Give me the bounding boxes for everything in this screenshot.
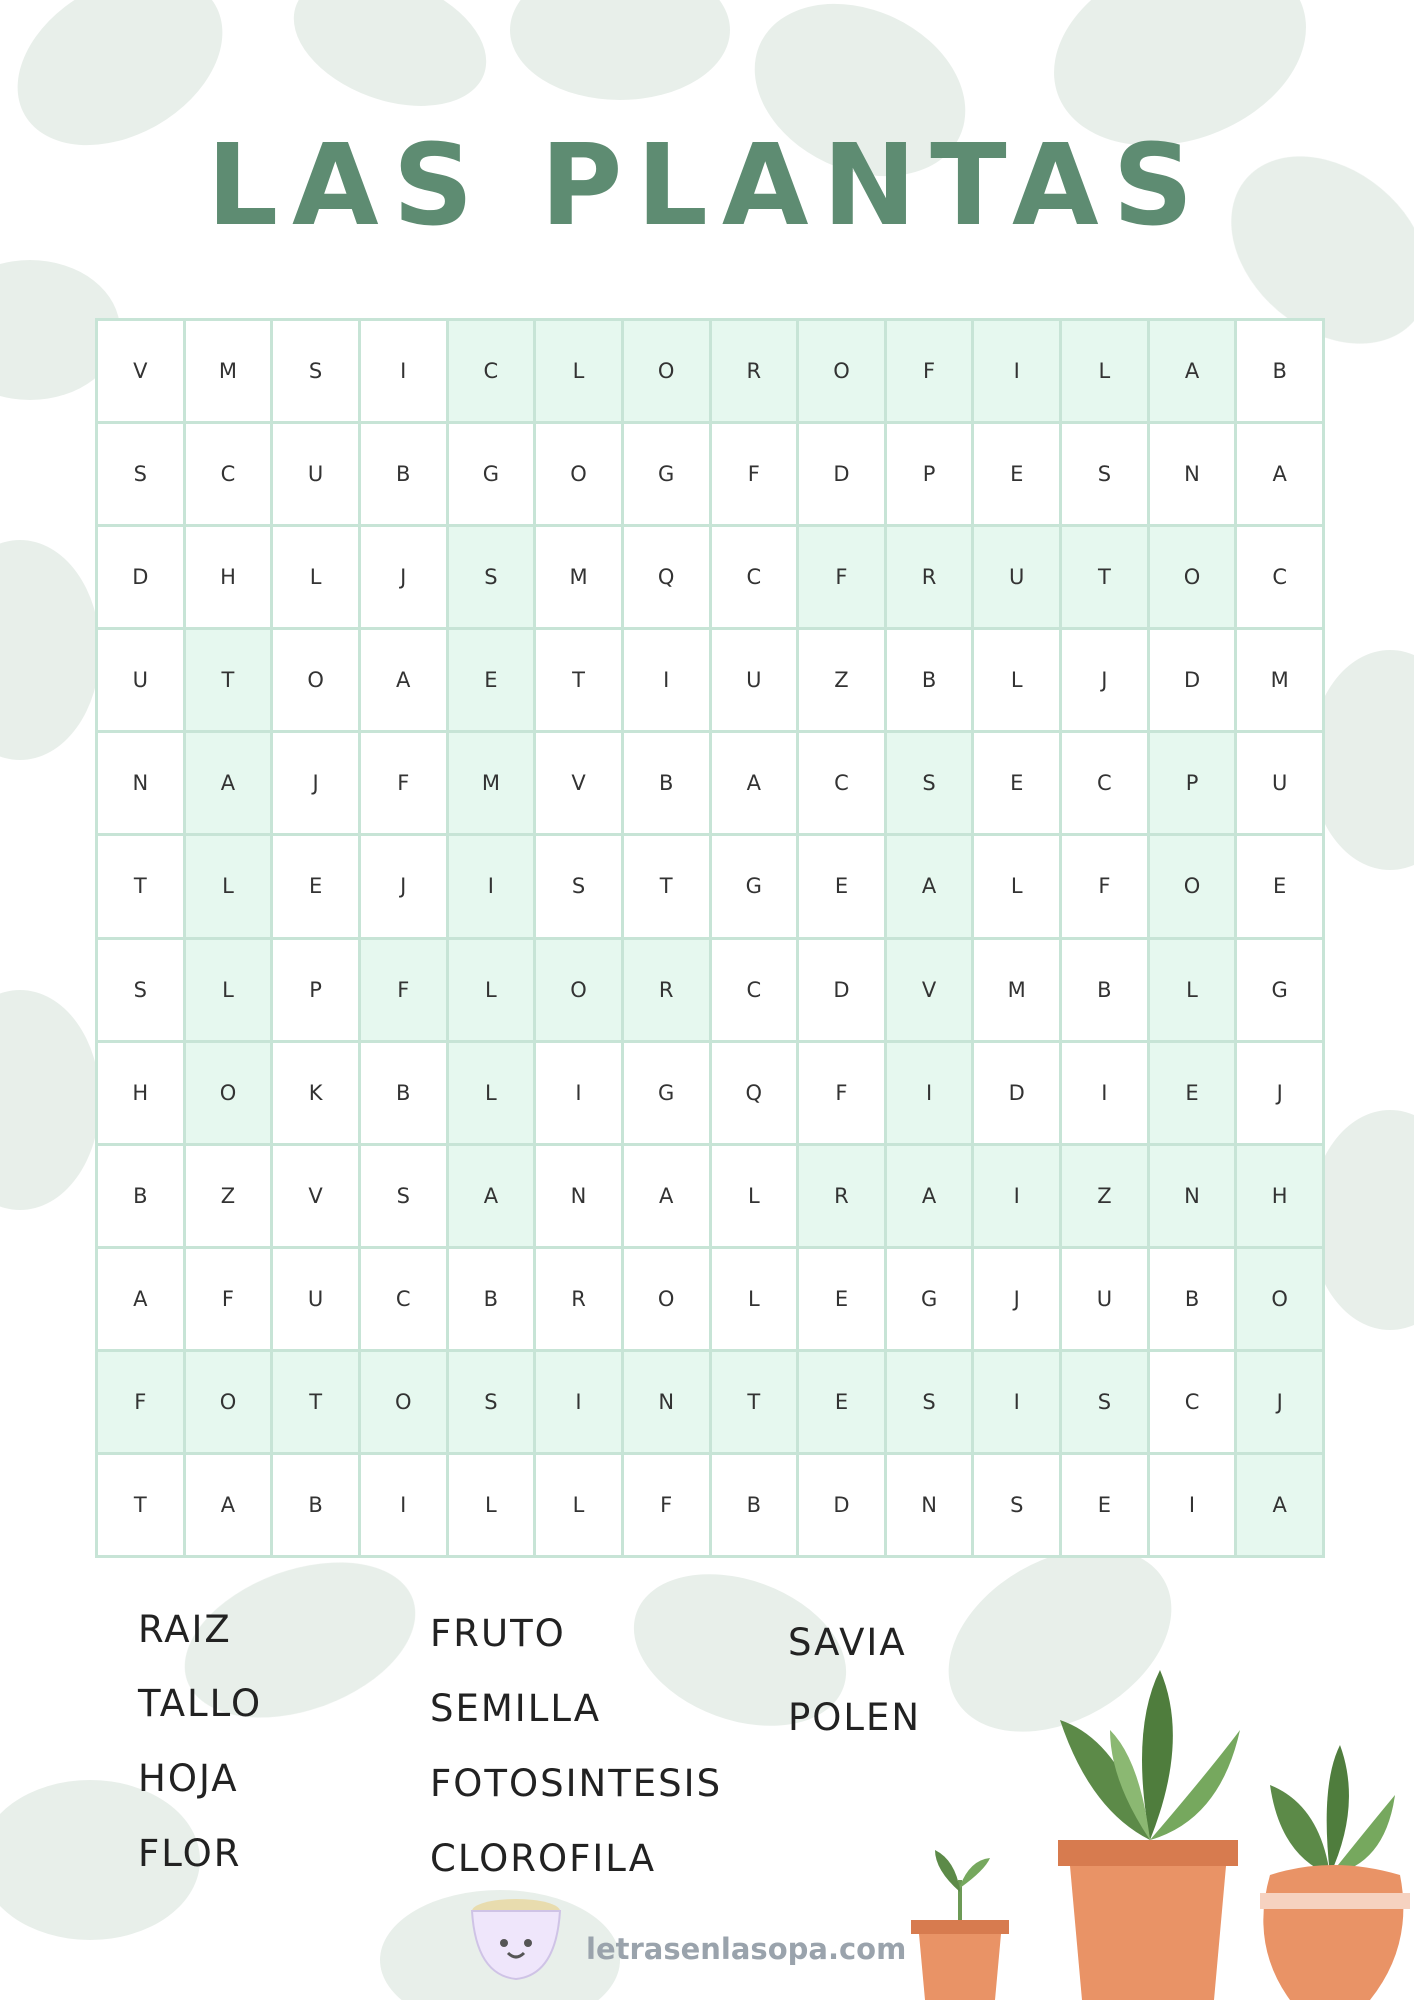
grid-cell[interactable]: Z [799,630,884,730]
grid-cell[interactable]: Z [1062,1146,1147,1246]
grid-cell[interactable]: S [974,1455,1059,1555]
word-search-grid [95,318,1325,1558]
grid-cell[interactable]: H [98,1043,183,1143]
grid-cell[interactable]: T [273,1352,358,1452]
grid-cell[interactable]: B [1150,1249,1235,1349]
grid-cell[interactable]: G [887,1249,972,1349]
grid-cell[interactable]: U [1237,733,1322,833]
grid-cell[interactable]: P [1150,733,1235,833]
page-title: LAS PLANTAS [206,121,1208,251]
seedling-pot [905,1840,1015,2000]
grid-cell[interactable]: I [974,1352,1059,1452]
grid-cell[interactable]: A [1237,424,1322,524]
grid-cell[interactable]: C [712,527,797,627]
grid-cell[interactable]: L [449,1455,534,1555]
grid-cell[interactable]: R [536,1249,621,1349]
grid-cell[interactable]: C [449,321,534,421]
grid-cell[interactable]: B [1237,321,1322,421]
grid-cell[interactable]: R [712,321,797,421]
word-item: TALLO [138,1682,263,1725]
grid-cell[interactable]: M [974,940,1059,1040]
grid-cell[interactable]: I [449,836,534,936]
grid-cell[interactable]: T [1062,527,1147,627]
grid-cell[interactable]: U [974,527,1059,627]
grid-cell[interactable]: P [273,940,358,1040]
grid-cell[interactable]: M [1237,630,1322,730]
grid-cell[interactable]: L [712,1146,797,1246]
grid-cell[interactable]: L [449,940,534,1040]
grid-cell[interactable]: A [887,1146,972,1246]
grid-cell[interactable]: J [273,733,358,833]
potted-plant-large [1050,1670,1250,2000]
grid-cell[interactable]: B [361,1043,446,1143]
grid-cell[interactable]: G [624,1043,709,1143]
grid-cell[interactable]: E [974,733,1059,833]
grid-cell[interactable]: I [624,630,709,730]
word-item: SEMILLA [430,1687,602,1730]
grid-cell[interactable]: L [974,836,1059,936]
grid-cell[interactable]: B [273,1455,358,1555]
mascot-bowl-icon [466,1895,566,1983]
grid-cell[interactable]: D [799,424,884,524]
brand-link[interactable]: letrasenlasopa.com [586,1932,907,1966]
grid-cell[interactable]: G [624,424,709,524]
grid-cell[interactable]: B [712,1455,797,1555]
grid-cell[interactable]: F [1062,836,1147,936]
grid-cell[interactable]: C [186,424,271,524]
grid-cell[interactable]: Q [712,1043,797,1143]
grid-cell[interactable]: L [1062,321,1147,421]
grid-cell[interactable]: T [536,630,621,730]
grid-cell[interactable]: L [536,321,621,421]
grid-cell[interactable]: V [273,1146,358,1246]
grid-cell[interactable]: E [1062,1455,1147,1555]
grid-cell[interactable]: O [1237,1249,1322,1349]
grid-cell[interactable]: B [624,733,709,833]
grid-cell[interactable]: N [1150,424,1235,524]
grid-cell[interactable]: G [449,424,534,524]
grid-cell[interactable]: L [536,1455,621,1555]
grid-cell[interactable]: S [887,1352,972,1452]
grid-cell[interactable]: T [624,836,709,936]
grid-cell[interactable]: E [974,424,1059,524]
grid-cell[interactable]: V [536,733,621,833]
grid-cell[interactable]: I [887,1043,972,1143]
grid-cell[interactable]: G [1237,940,1322,1040]
grid-cell[interactable]: N [98,733,183,833]
grid-cell[interactable]: H [1237,1146,1322,1246]
grid-cell[interactable]: O [624,1249,709,1349]
grid-cell[interactable]: F [799,1043,884,1143]
grid-cell[interactable]: Z [186,1146,271,1246]
grid-cell[interactable]: N [1150,1146,1235,1246]
grid-cell[interactable]: L [974,630,1059,730]
grid-cell[interactable]: N [887,1455,972,1555]
grid-cell[interactable]: A [712,733,797,833]
grid-cell[interactable]: T [98,1455,183,1555]
grid-cell[interactable]: C [1150,1352,1235,1452]
grid-cell[interactable]: B [1062,940,1147,1040]
potted-plant-small [1250,1745,1414,2000]
grid-cell[interactable]: M [186,321,271,421]
grid-cell[interactable]: L [273,527,358,627]
grid-cell[interactable]: J [974,1249,1059,1349]
grid-cell[interactable]: F [98,1352,183,1452]
word-item: HOJA [138,1757,239,1800]
grid-cell[interactable]: S [361,1146,446,1246]
grid-cell[interactable]: J [1237,1352,1322,1452]
grid-cell[interactable]: A [449,1146,534,1246]
grid-cell[interactable]: Q [624,527,709,627]
grid-cell[interactable]: T [712,1352,797,1452]
grid-cell[interactable]: I [1062,1043,1147,1143]
grid-cell[interactable]: F [712,424,797,524]
grid-cell[interactable]: U [1062,1249,1147,1349]
grid-cell[interactable]: N [624,1352,709,1452]
word-item: POLEN [788,1696,922,1739]
grid-cell[interactable]: E [1150,1043,1235,1143]
grid-cell[interactable]: S [1062,1352,1147,1452]
grid-cell[interactable]: O [536,424,621,524]
grid-cell[interactable]: F [186,1249,271,1349]
grid-cell[interactable]: M [449,733,534,833]
grid-cell[interactable]: F [887,321,972,421]
grid-cell[interactable]: J [361,527,446,627]
grid-cell[interactable]: S [273,321,358,421]
grid-cell[interactable]: J [361,836,446,936]
word-item: FLOR [138,1832,242,1875]
grid-cell[interactable]: C [799,733,884,833]
grid-cell[interactable]: R [624,940,709,1040]
grid-cell[interactable]: N [536,1146,621,1246]
grid-cell[interactable]: D [974,1043,1059,1143]
grid-cell[interactable]: A [887,836,972,936]
grid-cell[interactable]: O [186,1352,271,1452]
grid-cell[interactable]: E [449,630,534,730]
grid-cell[interactable]: O [1150,836,1235,936]
grid-cell[interactable]: A [98,1249,183,1349]
word-item: FOTOSINTESIS [430,1762,723,1805]
grid-cell[interactable]: F [361,940,446,1040]
grid-cell[interactable]: O [273,630,358,730]
grid-cell[interactable]: I [536,1352,621,1452]
grid-cell[interactable]: O [186,1043,271,1143]
grid-cell[interactable]: C [1062,733,1147,833]
grid-cell[interactable]: R [887,527,972,627]
word-item: RAIZ [138,1608,232,1651]
grid-cell[interactable]: O [624,321,709,421]
grid-cell[interactable]: S [536,836,621,936]
grid-cell[interactable]: I [536,1043,621,1143]
word-item: FRUTO [430,1612,566,1655]
grid-cell[interactable]: D [799,1455,884,1555]
grid-cell[interactable]: B [887,630,972,730]
grid-cell[interactable]: U [273,424,358,524]
grid-cell[interactable]: K [273,1043,358,1143]
grid-cell[interactable]: G [712,836,797,936]
grid-cell[interactable]: A [186,1455,271,1555]
grid-cell[interactable]: O [1150,527,1235,627]
grid-cell[interactable]: L [186,836,271,936]
word-item: SAVIA [788,1621,907,1664]
grid-cell[interactable]: E [273,836,358,936]
grid-cell[interactable]: V [887,940,972,1040]
grid-cell[interactable]: I [361,1455,446,1555]
grid-cell[interactable]: O [536,940,621,1040]
grid-cell[interactable]: C [712,940,797,1040]
word-item: CLOROFILA [430,1837,657,1880]
grid-cell[interactable]: A [186,733,271,833]
grid-cell[interactable]: B [449,1249,534,1349]
grid-cell[interactable]: S [98,940,183,1040]
grid-cell[interactable]: L [186,940,271,1040]
grid-cell[interactable]: F [799,527,884,627]
grid-cell[interactable]: U [712,630,797,730]
grid-cell[interactable]: H [186,527,271,627]
grid-cell[interactable]: A [1237,1455,1322,1555]
grid-cell[interactable]: T [98,836,183,936]
grid-cell[interactable]: U [273,1249,358,1349]
grid-cell[interactable]: S [449,1352,534,1452]
grid-cell[interactable]: U [98,630,183,730]
grid-cell[interactable]: F [624,1455,709,1555]
grid-cell[interactable]: S [98,424,183,524]
grid-cell[interactable]: D [1150,630,1235,730]
grid-cell[interactable]: S [1062,424,1147,524]
grid-cell[interactable]: F [361,733,446,833]
grid-cell[interactable]: T [186,630,271,730]
grid-cell[interactable]: J [1237,1043,1322,1143]
grid-cell[interactable]: L [1150,940,1235,1040]
grid-cell[interactable]: R [799,1146,884,1246]
grid-cell[interactable]: S [449,527,534,627]
grid-cell[interactable]: A [1150,321,1235,421]
grid-cell[interactable]: C [1237,527,1322,627]
grid-cell[interactable]: L [449,1043,534,1143]
grid-cell[interactable]: B [361,424,446,524]
grid-cell[interactable]: P [887,424,972,524]
grid-cell[interactable]: I [1150,1455,1235,1555]
grid-cell[interactable]: L [712,1249,797,1349]
grid-cell[interactable]: O [361,1352,446,1452]
grid-cell[interactable]: E [799,1249,884,1349]
grid-cell[interactable]: I [974,1146,1059,1246]
grid-cell[interactable]: M [536,527,621,627]
grid-cell[interactable]: I [361,321,446,421]
grid-cell[interactable]: B [98,1146,183,1246]
grid-cell[interactable]: A [624,1146,709,1246]
grid-cell[interactable]: S [887,733,972,833]
grid-cell[interactable]: E [799,836,884,936]
grid-cell[interactable]: O [799,321,884,421]
grid-cell[interactable]: V [98,321,183,421]
grid-cell[interactable]: C [361,1249,446,1349]
grid-cell[interactable]: A [361,630,446,730]
grid-cell[interactable]: E [1237,836,1322,936]
grid-cell[interactable]: D [98,527,183,627]
grid-cell[interactable]: J [1062,630,1147,730]
grid-cell[interactable]: D [799,940,884,1040]
grid-cell[interactable]: E [799,1352,884,1452]
grid-cell[interactable]: I [974,321,1059,421]
